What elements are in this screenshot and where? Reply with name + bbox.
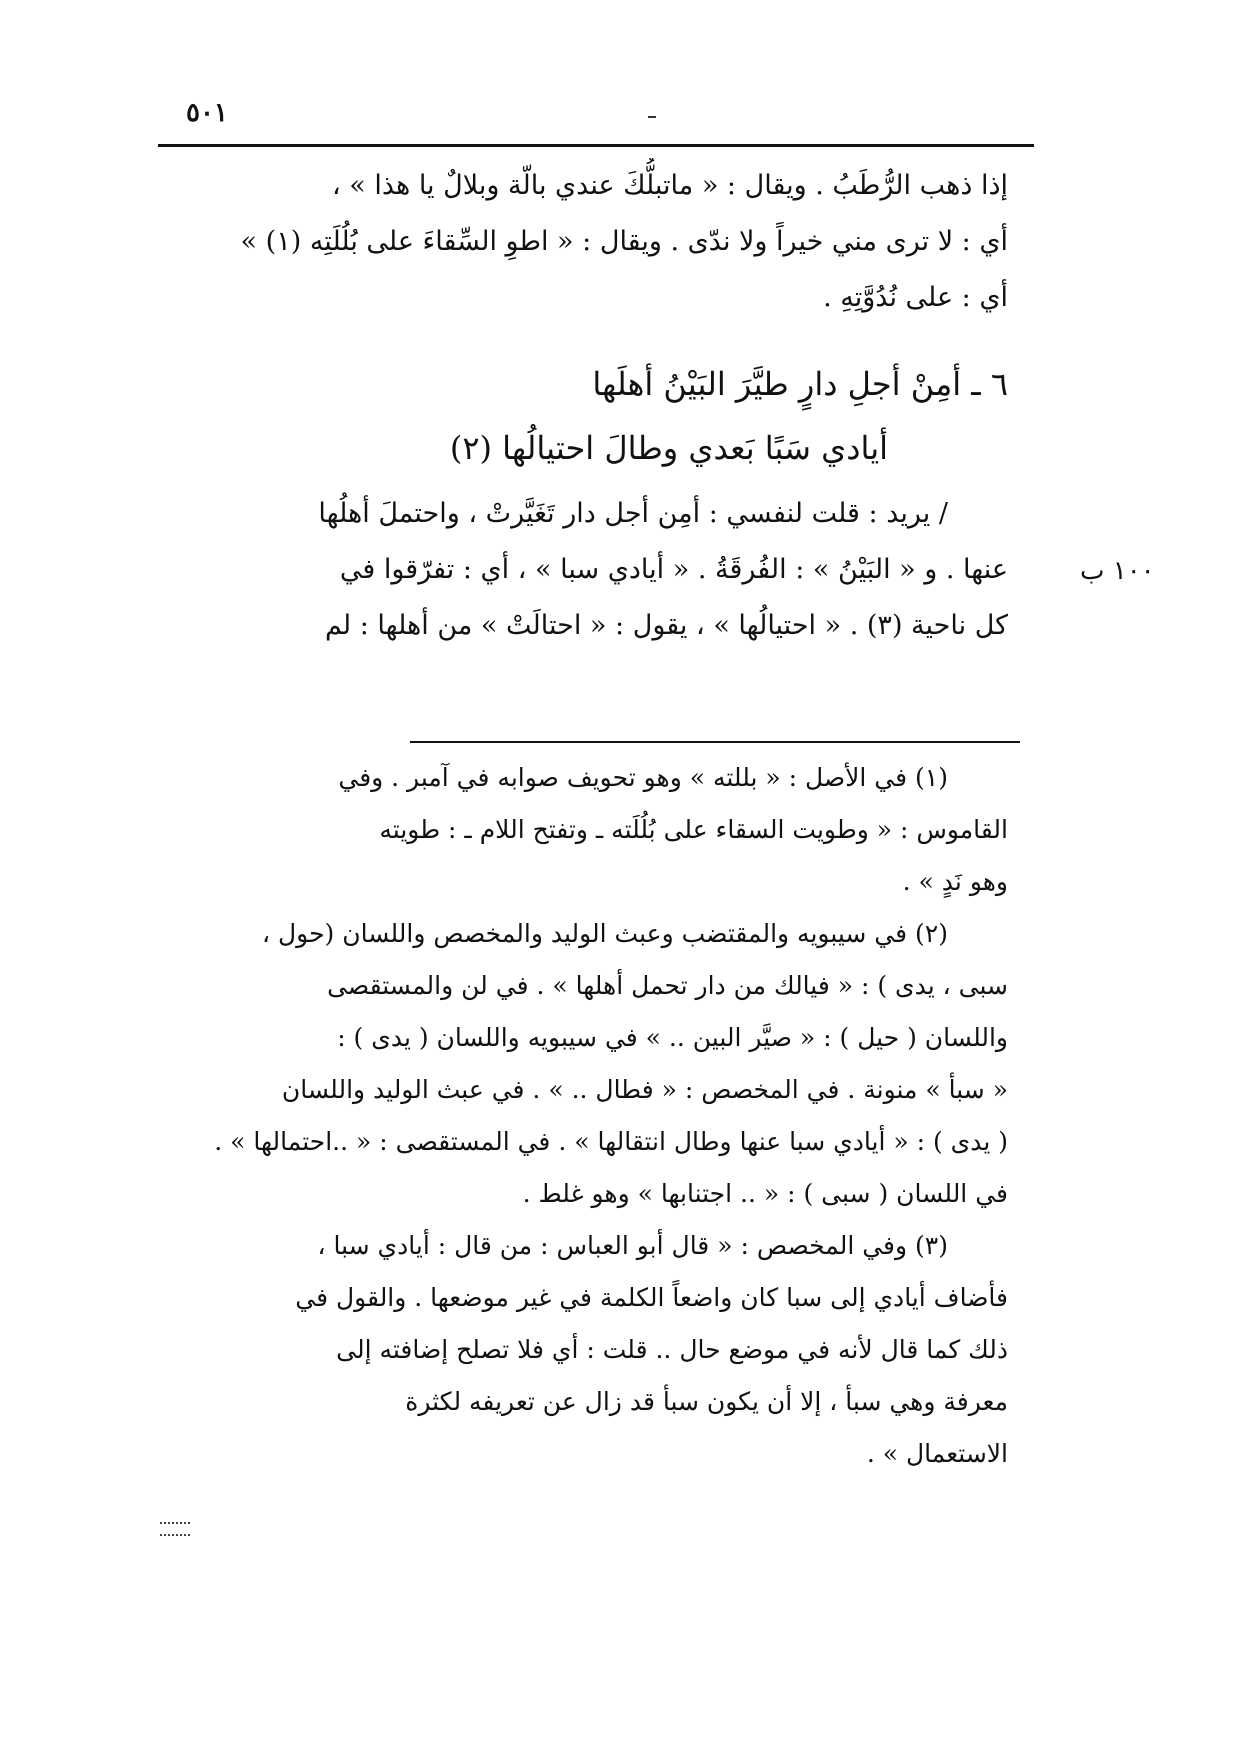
text-line: عنها . و « البَيْنُ » : الفُرقَةُ . « أيادي سبا » ، أي : تفرّقوا في <box>339 554 1008 585</box>
header-rule <box>158 144 1034 147</box>
footnote-line: معرفة وهي سبأ ، إلا أن يكون سبأ قد زال عن تعريفه لكثرة <box>405 1387 1008 1416</box>
footnote-separator <box>410 741 1020 743</box>
text-line: أي : لا ترى مني خيراً ولا ندّى . ويقال : « اطوِ السِّقاءَ على بُلُلَتِه (١) » <box>240 226 1008 257</box>
footnote-line: سبى ، يدى ) : « فيالك من دار تحمل أهلها » . في لن والمستقصى <box>327 971 1008 1000</box>
footnote-line: واللسان ( حيل ) : « صيَّر البين .. » في سيبويه واللسان ( يدى ) : <box>337 1023 1008 1052</box>
footnote-line: الاستعمال » . <box>866 1439 1008 1468</box>
verse-hemistich-1: ٦ ـ أمِنْ أجلِ دارٍ طيَّرَ البَيْنُ أهلَها <box>592 365 1008 403</box>
footnote-line: فأضاف أيادي إلى سبا كان واضعاً الكلمة في غير موضعها . والقول في <box>295 1283 1008 1312</box>
footnote-3 <box>160 1220 1008 1480</box>
text-line: كل ناحية (٣) . « احتيالُها » ، يقول : « احتالَتْ » من أهلها : لم <box>324 610 1008 641</box>
manuscript-folio-note: ١٠٠ ب <box>1080 556 1155 586</box>
text-line: / يريد : قلت لنفسي : أمِن أجل دار تَغَيَّرتْ ، واحتملَ أهلُها <box>318 498 948 529</box>
page-end-mark <box>160 1522 190 1536</box>
footnote-1 <box>160 752 1008 908</box>
footnote-line: في اللسان ( سبى ) : « .. اجتنابها » وهو غلط . <box>522 1179 1008 1208</box>
footnote-line: (٢) في سيبويه والمقتضب وعبث الوليد والمخصص واللسان (حول ، <box>261 919 948 948</box>
footnote-line: ذلك كما قال لأنه في موضع حال .. قلت : أي فلا تصلح إضافته إلى <box>336 1335 1008 1364</box>
footnote-2 <box>160 908 1008 1220</box>
text-line: إذا ذهب الرُّطَبُ . ويقال : « ماتبلُّكَ عندي بالّة وبلالٌ يا هذا » ، <box>331 170 1008 201</box>
footnote-line: (١) في الأصل : « بللته » وهو تحويف صوابه في آمبر . وفي <box>338 763 948 792</box>
footnote-line: (٣) وفي المخصص : « قال أبو العباس : من قال : أيادي سبا ، <box>317 1231 948 1260</box>
commentary-paragraph <box>160 486 1008 654</box>
footnote-line: ( يدى ) : « أيادي سبا عنها وطال انتقالها » . في المستقصى : « ..احتمالها » . <box>214 1127 1008 1156</box>
header-mark <box>648 116 656 118</box>
footnote-line: القاموس : « وطويت السقاء على بُلُلَته ـ وتفتح اللام ـ : طويته <box>379 815 1008 844</box>
verse-hemistich-2: أيادي سَبًا بَعدي وطالَ احتيالُها (٢) <box>449 429 888 467</box>
verse-block <box>368 352 1008 480</box>
text-line: أي : على نُدُوَّتِهِ . <box>823 282 1008 313</box>
footnote-line: وهو نَدٍ » . <box>902 867 1008 896</box>
body-paragraph <box>160 158 1008 326</box>
footnote-line: « سبأ » منونة . في المخصص : « فطال .. » . في عبث الوليد واللسان <box>281 1075 1008 1104</box>
page-number: ٥٠١ <box>186 98 228 128</box>
